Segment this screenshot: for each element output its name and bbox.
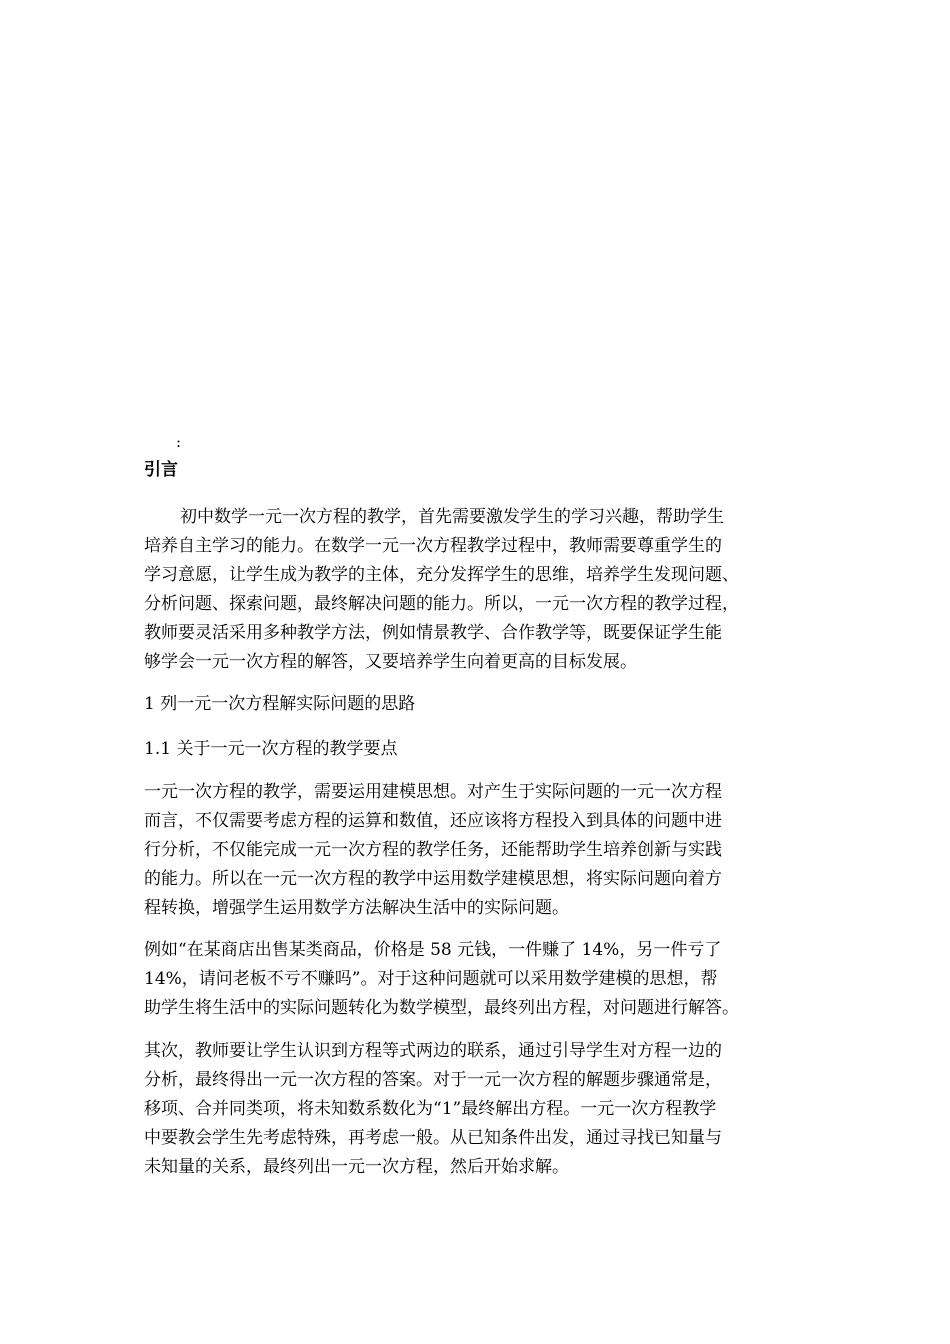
paragraph-line: 的能力。所以在一元一次方程的教学中运用数学建模思想，将实际问题向着方 [144,869,722,889]
intro-line: 分析问题、探索问题，最终解决问题的能力。所以，一元一次方程的教学过程， [144,594,739,614]
paragraph-line: 其次，教师要让学生认识到方程等式两边的联系，通过引导学生对方程一边的 [144,1041,722,1061]
paragraph-line: 而言，不仅需要考虑方程的运算和数值，还应该将方程投入到具体的问题中进 [144,811,722,831]
intro-line: 学习意愿，让学生成为教学的主体，充分发挥学生的思维，培养学生发现问题、 [144,565,739,585]
section-heading-1: 1 列一元一次方程解实际问题的思路 [144,694,416,714]
intro-line: 培养自主学习的能力。在数学一元一次方程教学过程中，教师需要尊重学生的 [144,536,722,556]
intro-line: 教师要灵活采用多种教学方法，例如情景教学、合作教学等，既要保证学生能 [144,623,722,643]
paragraph-line: 中要教会学生先考虑特殊，再考虑一般。从已知条件出发，通过寻找已知量与 [144,1128,722,1148]
paragraph-line: 行分析，不仅能完成一元一次方程的教学任务，还能帮助学生培养创新与实践 [144,840,722,860]
intro-line: 初中数学一元一次方程的教学，首先需要激发学生的学习兴趣，帮助学生 [180,507,724,527]
paragraph-line: 移项、合并同类项，将未知数系数化为“1”最终解出方程。一元一次方程教学 [144,1099,717,1119]
section-heading-1-1: 1.1 关于一元一次方程的教学要点 [144,739,398,759]
paragraph-line: 未知量的关系，最终列出一元一次方程，然后开始求解。 [144,1157,569,1177]
paragraph-steps [144,1037,812,1182]
paragraph-line: 分析，最终得出一元一次方程的答案。对于一元一次方程的解题步骤通常是， [144,1070,722,1090]
paragraph-line: 14%，请问老板不亏不赚吗”。对于这种问题就可以采用数学建模的思想，帮 [144,969,718,989]
paragraph-modeling [144,778,812,923]
paragraph-line: 例如“在某商店出售某类商品，价格是 58 元钱，一件赚了 14%，另一件亏了 [144,940,722,960]
paragraph-line: 程转换，增强学生运用数学方法解决生活中的实际问题。 [144,898,569,918]
section-heading-intro: 引言 [144,460,178,480]
intro-line: 够学会一元一次方程的解答，又要培养学生向着更高的目标发展。 [144,652,637,672]
paragraph-example [144,936,812,1023]
colon-mark: : [176,433,182,451]
paragraph-line: 助学生将生活中的实际问题转化为数学模型，最终列出方程，对问题进行解答。 [144,998,739,1018]
paragraph-line: 一元一次方程的教学，需要运用建模思想。对产生于实际问题的一元一次方程 [144,782,722,802]
intro-paragraph [144,503,812,677]
